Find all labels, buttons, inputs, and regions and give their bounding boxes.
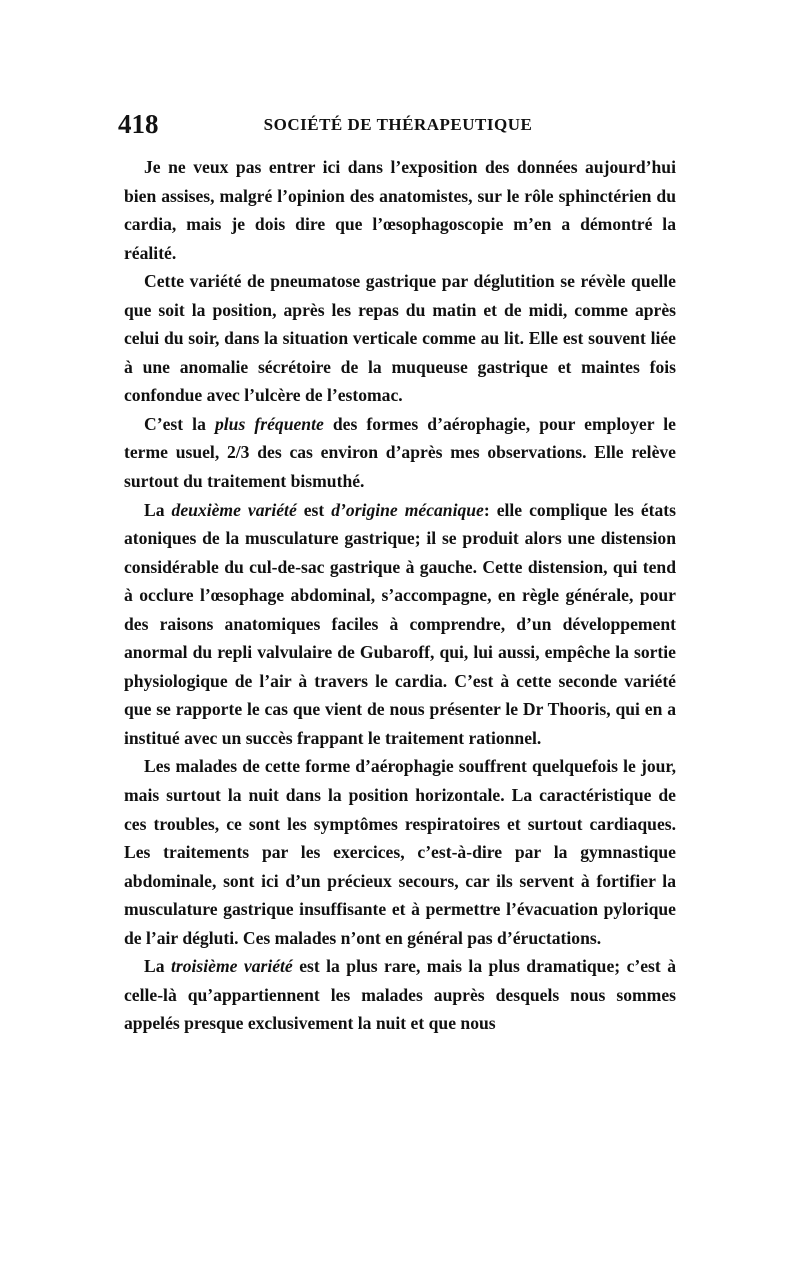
paragraph-6 [124, 952, 676, 1038]
paragraph-6-emphasis: troisième variété [170, 956, 293, 977]
paragraph-4-text-a: La [144, 499, 172, 520]
page-number: 418 [118, 109, 159, 139]
paragraph-4-text-c: : elle complique les états atoniques de la musculature gastrique; il se produit alors une distension considérable du cul-de-sac gastrique à gauche. Cette distension, qui tend à occlure l’œsophage abdominal, s’accompagne, en règle générale, pour des raisons anatomiques faciles à comprendre, d’un développement anormal du repli valvulaire de Gubaroff, qui, lui aussi, empêche la sortie physiologique de l’air à travers le cardia. C’est à cette seconde variété que se rapporte le cas que vient de nous présenter le Dr Thooris, qui en a institué avec un succès frappant le traitement rationnel. [124, 499, 677, 748]
paragraph-6-text-b: est la plus rare, mais la plus dramatique; c’est à celle-là qu’appartiennent les malades auprès desquels nous sommes appelés presque exclusivement la nuit et que nous [124, 956, 677, 1034]
paragraph-2: Cette variété de pneumatose gastrique par déglutition se révèle quelle que soit la position, après les repas du matin et de midi, comme après celui du soir, dans la situation verticale comme au lit. Elle est souvent liée à une anomalie sécrétoire de la muqueuse gastrique et maintes fois confondue avec l’ulcère de l’estomac. [124, 271, 676, 406]
paragraph-1: Je ne veux pas entrer ici dans l’exposition des données aujourd’hui bien assises, malgré l’opinion des anatomistes, sur le rôle sphinctérien du cardia, mais je dois dire que l’œsophagoscopie m’en a démontré la réalité. [124, 157, 676, 263]
paragraph-3 [124, 410, 676, 496]
paragraph-4 [124, 496, 676, 753]
paragraph-3-text-a: C’est la [144, 413, 215, 434]
paragraph-4-emphasis-2: d’origine mécanique [331, 499, 484, 520]
paragraph-3-text-b: des formes d’aérophagie, pour employer le terme usuel, 2/3 des cas environ d’après mes observations. Elle relève surtout du traitement bismuthé. [124, 413, 676, 492]
journal-title: SOCIÉTÉ DE THÉRAPEUTIQUE [263, 115, 533, 134]
paragraph-4-text-b: est [296, 499, 332, 520]
text-body [124, 153, 676, 1038]
paragraph-6-text-a: La [144, 956, 171, 977]
paragraph-3-emphasis: plus fréquente [214, 413, 324, 434]
paragraph-4-emphasis-1: deuxième variété [171, 499, 297, 520]
running-head [118, 106, 678, 142]
paragraph-5: Les malades de cette forme d’aérophagie souffrent quelquefois le jour, mais surtout la nuit dans la position horizontale. La caractéristique de ces troubles, ce sont les symptômes respiratoires et surtout cardiaques. Les traitements par les exercices, c’est-à-dire par la gymnastique abdominale, sont ici d’un précieux secours, car ils servent à fortifier la musculature gastrique insuffisante et à permettre l’évacuation pylorique de l’air dégluti. Ces malades n’ont en général pas d’éructations. [124, 756, 676, 948]
